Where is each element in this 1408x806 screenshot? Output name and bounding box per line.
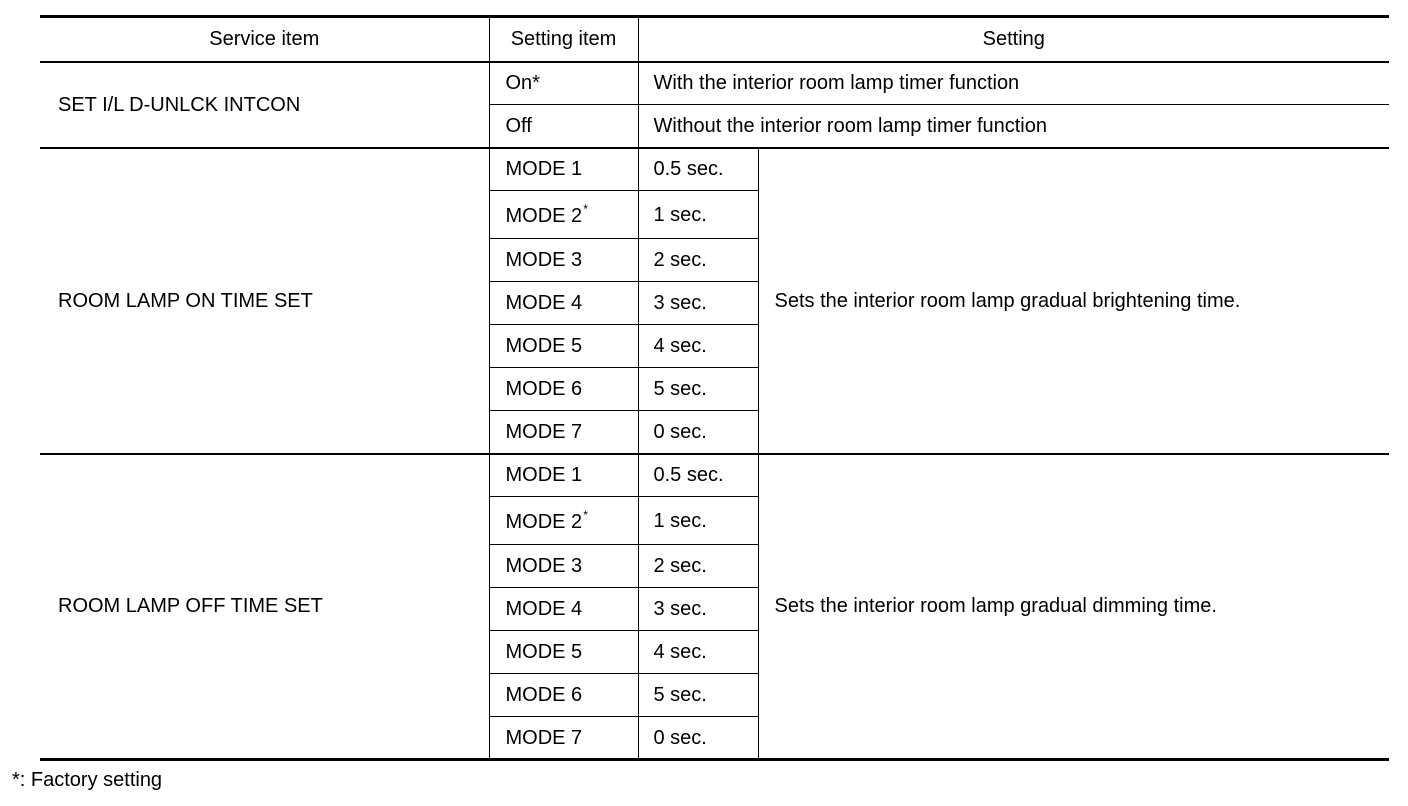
mode-label: MODE 2 bbox=[505, 205, 583, 227]
footnote: *: Factory setting bbox=[12, 769, 163, 791]
setting-item-off: Off bbox=[489, 105, 638, 148]
setting-off: Without the interior room lamp timer function bbox=[638, 105, 1389, 148]
on-mode-4 bbox=[489, 282, 638, 325]
settings-table bbox=[40, 15, 1389, 761]
off-mode-5 bbox=[489, 631, 638, 674]
mode-label: MODE 4 bbox=[505, 598, 583, 620]
on-mode-3 bbox=[489, 239, 638, 282]
off-mode-3 bbox=[489, 545, 638, 588]
header-row bbox=[40, 17, 1389, 62]
header-setting: Setting bbox=[638, 17, 1389, 62]
mode-label: MODE 3 bbox=[505, 555, 583, 577]
table-row bbox=[40, 148, 1389, 191]
off-value-2: 1 sec. bbox=[638, 497, 758, 545]
on-value-2: 1 sec. bbox=[638, 191, 758, 239]
mode-label: MODE 3 bbox=[505, 249, 583, 271]
service-item-set-il: SET I/L D-UNLCK INTCON bbox=[40, 62, 489, 148]
on-time-description: Sets the interior room lamp gradual brightening time. bbox=[758, 148, 1389, 454]
off-mode-6 bbox=[489, 674, 638, 717]
on-value-7: 0 sec. bbox=[638, 411, 758, 454]
off-value-6: 5 sec. bbox=[638, 674, 758, 717]
off-mode-4 bbox=[489, 588, 638, 631]
on-mode-6 bbox=[489, 368, 638, 411]
table-row bbox=[40, 62, 1389, 105]
header-setting-item: Setting item bbox=[489, 17, 638, 62]
mode-label: MODE 5 bbox=[505, 335, 583, 357]
mode-label: MODE 6 bbox=[505, 684, 583, 706]
on-value-5: 4 sec. bbox=[638, 325, 758, 368]
setting-item-on: On* bbox=[489, 62, 638, 105]
setting-on: With the interior room lamp timer function bbox=[638, 62, 1389, 105]
on-mode-5 bbox=[489, 325, 638, 368]
off-value-3: 2 sec. bbox=[638, 545, 758, 588]
mode-label: MODE 4 bbox=[505, 292, 583, 314]
factory-setting-mark: * bbox=[583, 508, 588, 522]
off-mode-2 bbox=[489, 497, 638, 545]
mode-label: MODE 7 bbox=[505, 420, 583, 443]
mode-label: MODE 5 bbox=[505, 641, 583, 663]
off-value-5: 4 sec. bbox=[638, 631, 758, 674]
on-value-6: 5 sec. bbox=[638, 368, 758, 411]
mode-label: MODE 1 bbox=[505, 158, 583, 181]
mode-label: MODE 6 bbox=[505, 378, 583, 400]
on-value-3: 2 sec. bbox=[638, 239, 758, 282]
off-mode-7 bbox=[489, 717, 638, 760]
off-value-7: 0 sec. bbox=[638, 717, 758, 760]
mode-label: MODE 2 bbox=[505, 511, 583, 533]
off-value-4: 3 sec. bbox=[638, 588, 758, 631]
on-value-1: 0.5 sec. bbox=[638, 148, 758, 191]
table-row bbox=[40, 454, 1389, 497]
on-value-4: 3 sec. bbox=[638, 282, 758, 325]
mode-label: MODE 1 bbox=[505, 464, 583, 487]
service-item-off-time: ROOM LAMP OFF TIME SET bbox=[40, 454, 489, 760]
off-value-1: 0.5 sec. bbox=[638, 454, 758, 497]
mode-label: MODE 7 bbox=[505, 726, 583, 749]
factory-setting-mark: * bbox=[583, 202, 588, 216]
off-mode-1 bbox=[489, 454, 638, 497]
on-mode-1 bbox=[489, 148, 638, 191]
service-item-on-time: ROOM LAMP ON TIME SET bbox=[40, 148, 489, 454]
off-time-description: Sets the interior room lamp gradual dimming time. bbox=[758, 454, 1389, 760]
header-service-item: Service item bbox=[40, 17, 489, 62]
on-mode-7 bbox=[489, 411, 638, 454]
on-mode-2 bbox=[489, 191, 638, 239]
